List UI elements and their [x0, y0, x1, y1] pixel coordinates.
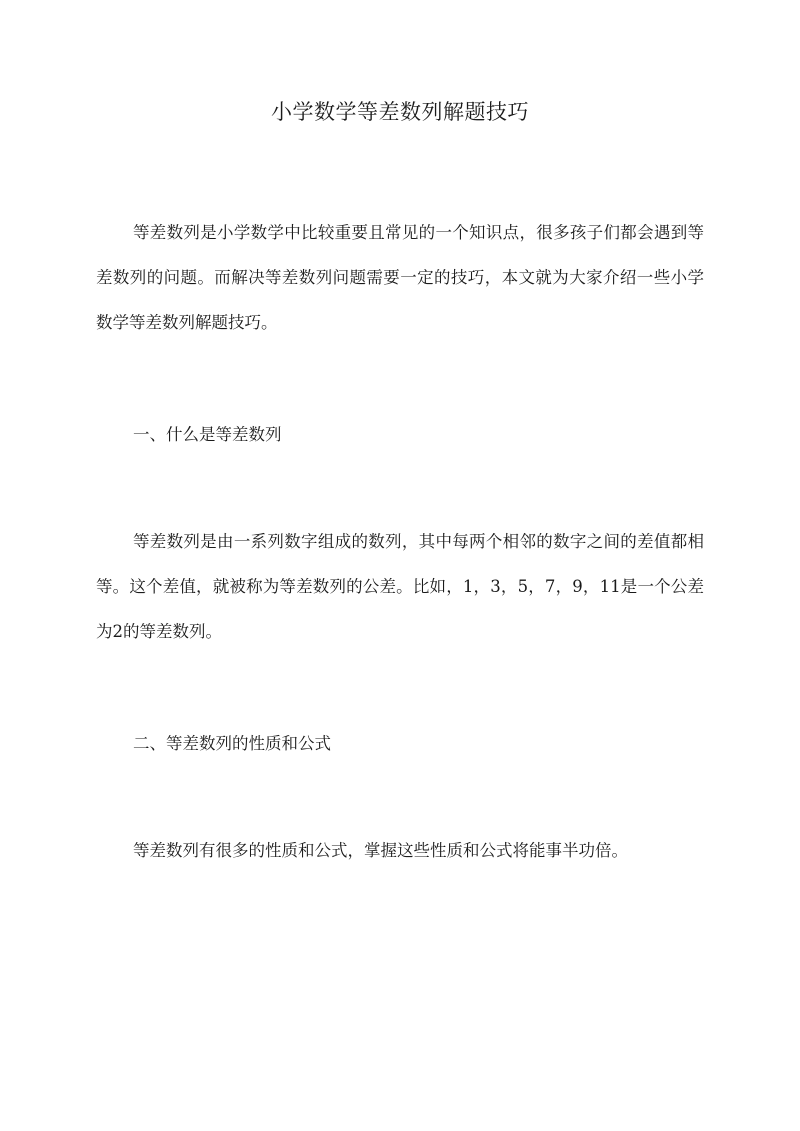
document-title: 小学数学等差数列解题技巧 [271, 100, 529, 124]
intro-paragraph: 等差数列是小学数学中比较重要且常见的一个知识点，很多孩子们都会遇到等差数列的问题。而解决等差数列问题需要一定的技巧，本文就为大家介绍一些小学数学等差数列解题技巧。 [96, 223, 704, 332]
section-2-heading: 二、等差数列的性质和公式 [133, 734, 331, 753]
section-2-paragraph: 等差数列有很多的性质和公式，掌握这些性质和公式将能事半功倍。 [133, 841, 628, 860]
section-1-heading: 一、什么是等差数列 [133, 425, 282, 444]
section-1-paragraph: 等差数列是由一系列数字组成的数列，其中每两个相邻的数字之间的差值都相等。这个差值，就被称为等差数列的公差。比如，1，3，5，7，9，11是一个公差为2的等差数列。 [96, 532, 704, 641]
